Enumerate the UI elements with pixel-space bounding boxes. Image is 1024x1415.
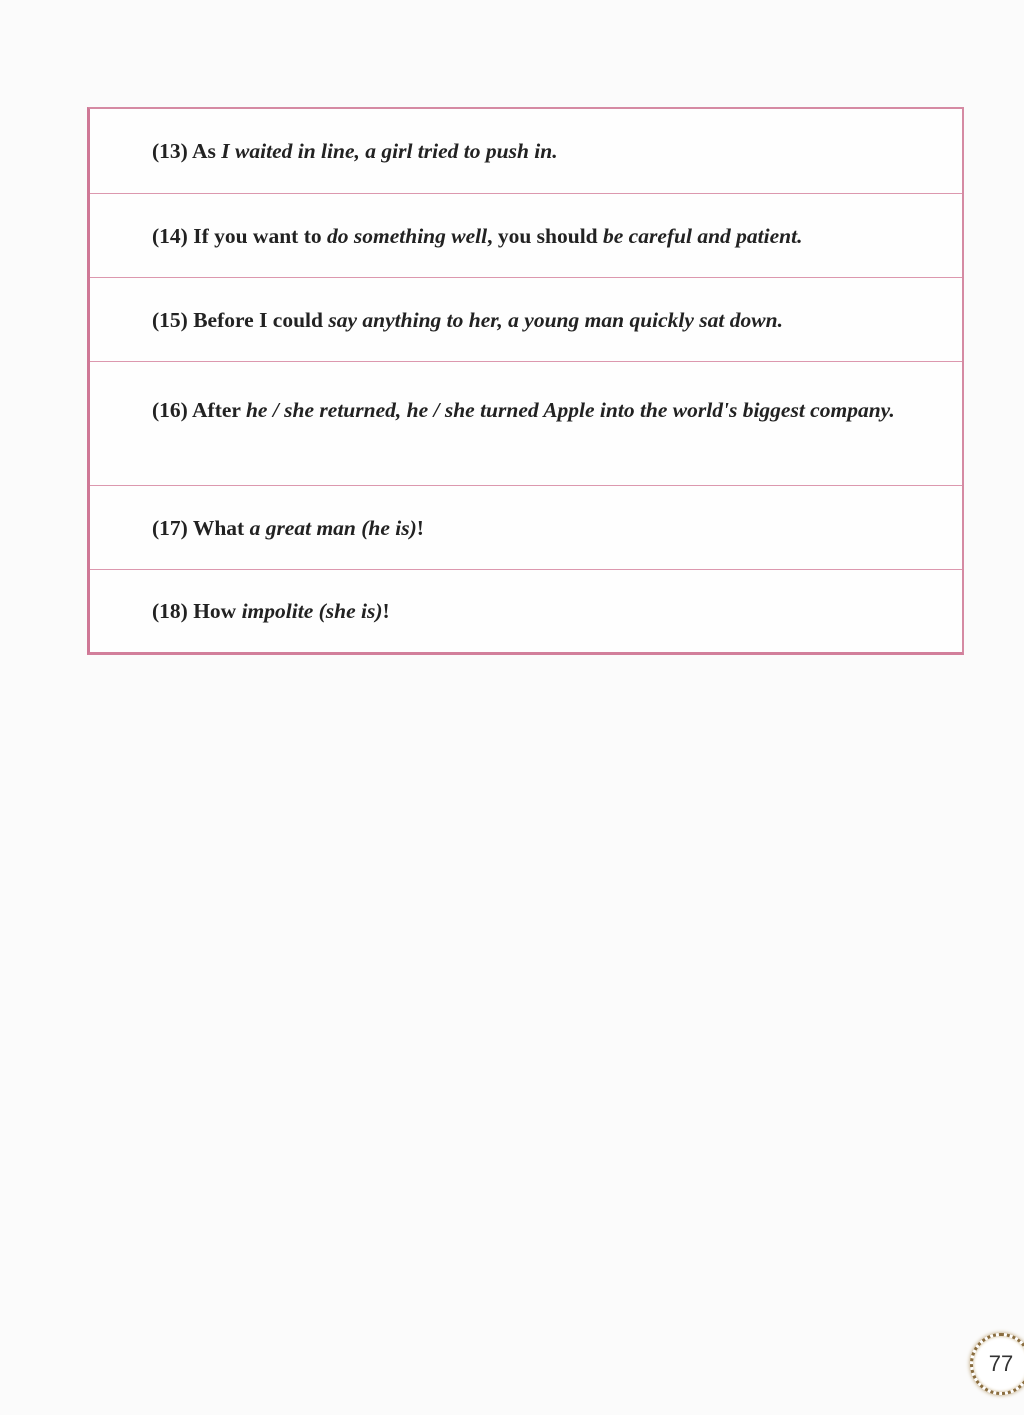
item-number: (13) bbox=[152, 139, 188, 163]
sentence bbox=[152, 392, 904, 428]
sentence bbox=[152, 218, 802, 254]
answer-text: he / she returned, he / she turned Apple into the world's biggest company. bbox=[245, 398, 895, 422]
prompt-text: As bbox=[187, 139, 222, 163]
answer-table bbox=[87, 107, 964, 655]
answer-text: be careful and patient. bbox=[603, 223, 803, 248]
prompt-text: If you want to bbox=[187, 223, 327, 248]
prompt-text: , you should bbox=[487, 223, 603, 248]
sentence bbox=[152, 593, 390, 629]
prompt-text: How bbox=[187, 599, 242, 623]
sentence bbox=[152, 302, 783, 338]
table-row bbox=[90, 277, 962, 361]
table-row bbox=[90, 485, 962, 569]
table-row bbox=[90, 193, 962, 277]
item-number: (18) bbox=[152, 599, 188, 623]
answer-text: a great man (he is) bbox=[249, 515, 417, 540]
sentence bbox=[152, 510, 424, 546]
item-number: (16) bbox=[152, 398, 188, 422]
item-number: (14) bbox=[152, 223, 188, 248]
page-number: 77 bbox=[988, 1351, 1014, 1376]
prompt-text: ! bbox=[416, 515, 424, 540]
prompt-text: Before I could bbox=[187, 307, 329, 332]
item-number: (15) bbox=[152, 307, 188, 332]
table-row bbox=[90, 569, 962, 652]
item-number: (17) bbox=[152, 515, 188, 540]
prompt-text: ! bbox=[382, 599, 390, 623]
prompt-text: What bbox=[187, 515, 250, 540]
table-row bbox=[90, 361, 962, 485]
sentence bbox=[152, 133, 558, 169]
answer-text: do something well bbox=[327, 223, 488, 248]
table-row bbox=[90, 109, 962, 193]
answer-text: say anything to her, a young man quickly sat down. bbox=[328, 307, 783, 332]
prompt-text: After bbox=[187, 398, 246, 422]
page-number-badge bbox=[970, 1333, 1024, 1395]
answer-text: I waited in line, a girl tried to push in. bbox=[221, 139, 558, 163]
answer-text: impolite (she is) bbox=[241, 599, 383, 623]
